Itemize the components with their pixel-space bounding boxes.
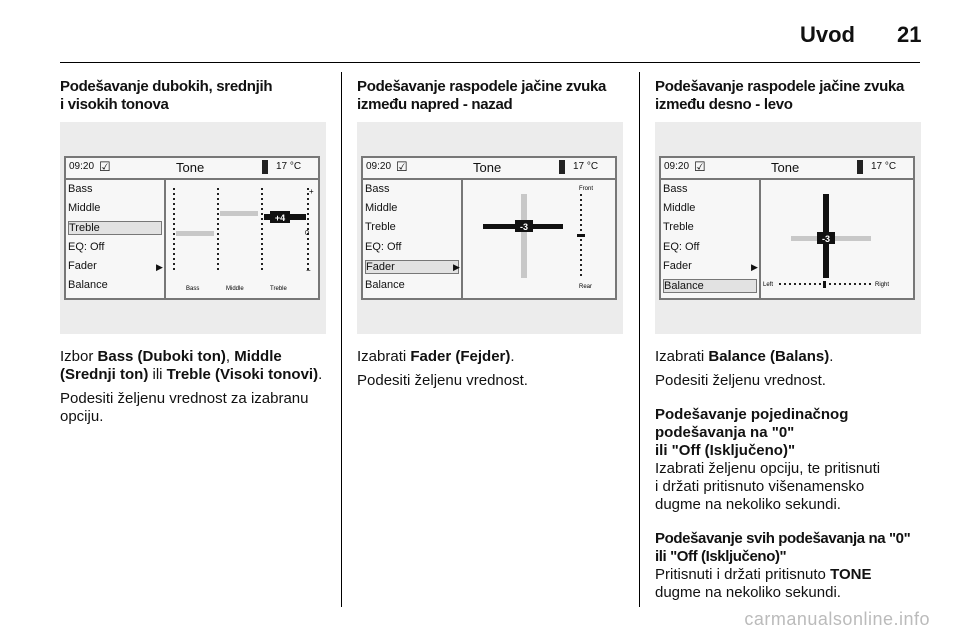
balance-graphic (761, 180, 913, 298)
reset-single-text: Izabrati željenu opciju, te pritisnuti i držati pritisnuto višenamensko dugme na nekoliko sekundi. (655, 460, 881, 513)
menu-item-eq: EQ: Off (68, 241, 105, 253)
check-icon: ☑ (99, 159, 111, 174)
column-tone (60, 78, 326, 114)
bar-label-middle: Middle (226, 286, 244, 292)
temperature: 17 °C (871, 161, 897, 172)
menu-item-fader: Fader (68, 260, 97, 272)
arrow-right-icon: ▶ (751, 262, 758, 272)
status-bar (363, 158, 615, 180)
equalizer-bars (166, 180, 318, 298)
check-icon: ☑ (396, 159, 408, 174)
temperature: 17 °C (276, 161, 302, 172)
column-balance (655, 78, 921, 114)
reset-all-text: Pritisnuti i držati pritisnuto TONE dugme na nekoliko sekundi. (655, 566, 872, 601)
menu-item-balance: Balance (663, 279, 757, 293)
menu-item-middle: Middle (663, 202, 696, 214)
tone-menu (661, 180, 761, 298)
scale-plus: + (309, 187, 314, 196)
label-rear: Rear (579, 284, 593, 290)
menu-item-bass: Bass (365, 183, 390, 195)
section-heading-balance: Podešavanje raspodele jačine zvuka između desno - levo (655, 78, 905, 113)
equalizer-graphic (166, 180, 318, 298)
clock-time: 09:20 (366, 161, 392, 172)
screen-title: Tone (473, 160, 502, 175)
menu-item-fader: Fader (663, 260, 692, 272)
screen-title: Tone (771, 160, 800, 175)
fader-graphic (463, 180, 615, 298)
menu-item-treble: Treble (365, 221, 396, 233)
reset-single-heading: Podešavanje pojedinačnog podešavanja na "0" ili "Off (Isključeno)" (655, 406, 849, 459)
column-balance-body (655, 348, 921, 602)
menu-item-middle: Middle (68, 202, 101, 214)
scale-zero: 0 (305, 230, 309, 237)
fader-instruction: Izabrati Fader (Fejder). (357, 348, 515, 365)
section-heading-tone: Podešavanje dubokih, srednjih i visokih tonova (60, 78, 273, 113)
menu-item-treble: Treble (663, 221, 694, 233)
tone-instruction: Izbor Bass (Duboki ton), Middle (Srednji ton) ili Treble (Visoki tonovi). (60, 348, 323, 383)
scale-minus: − (306, 266, 311, 275)
balance-svg (761, 180, 913, 298)
column-fader-body (357, 348, 623, 390)
temperature: 17 °C (573, 161, 599, 172)
clock-time: 09:20 (664, 161, 690, 172)
menu-item-treble: Treble (68, 221, 162, 235)
label-left: Left (763, 282, 774, 288)
column-divider-2 (639, 72, 640, 607)
treble-value: +4 (274, 213, 286, 223)
tone-menu (363, 180, 463, 298)
menu-item-bass: Bass (68, 183, 93, 195)
menu-item-bass: Bass (663, 183, 688, 195)
status-bar (66, 158, 318, 180)
display-screen (659, 156, 915, 300)
tone-adjust-text: Podesiti željenu vrednost za izabranu opciju. (60, 390, 309, 425)
page-number: 21 (897, 22, 922, 47)
menu-item-fader: Fader (365, 260, 459, 274)
thermometer-icon (857, 160, 863, 174)
display-screen (361, 156, 617, 300)
fader-adjust-text: Podesiti željenu vrednost. (357, 372, 528, 389)
column-divider-1 (341, 72, 342, 607)
screen-title: Tone (176, 160, 205, 175)
middle-level (220, 211, 258, 216)
tone-menu (66, 180, 166, 298)
balance-adjust-text: Podesiti željenu vrednost. (655, 372, 826, 389)
menu-item-eq: EQ: Off (663, 241, 700, 253)
watermark: carmanualsonline.info (744, 609, 930, 629)
tone-screen-image (60, 122, 326, 334)
bar-label-bass: Bass (186, 286, 200, 292)
column-fader (357, 78, 623, 114)
menu-item-middle: Middle (365, 202, 398, 214)
section-heading-fader: Podešavanje raspodele jačine zvuka između napred - nazad (357, 78, 607, 113)
balance-instruction: Izabrati Balance (Balans). (655, 348, 834, 365)
label-front: Front (579, 186, 594, 192)
check-icon: ☑ (694, 159, 706, 174)
bar-label-treble: Treble (270, 286, 287, 292)
arrow-right-icon: ▶ (453, 262, 460, 272)
balance-screen-image (655, 122, 921, 334)
menu-item-balance: Balance (365, 279, 405, 291)
arrow-right-icon: ▶ (156, 262, 163, 272)
fader-vertical-axis (521, 194, 527, 278)
thermometer-icon (262, 160, 268, 174)
page-title: Uvod (800, 22, 855, 47)
clock-time: 09:20 (69, 161, 95, 172)
fader-screen-image (357, 122, 623, 334)
fader-value: -3 (519, 222, 529, 232)
menu-item-eq: EQ: Off (365, 241, 402, 253)
balance-value: -3 (821, 234, 831, 244)
thermometer-icon (559, 160, 565, 174)
fader-svg (463, 180, 615, 298)
menu-item-balance: Balance (68, 279, 108, 291)
fader-scale-marker (577, 234, 585, 237)
reset-all-heading: Podešavanje svih podešavanja na "0" ili "Off (Isključeno)" (655, 530, 911, 565)
bass-level (176, 231, 214, 236)
column-tone-body (60, 348, 326, 426)
header-divider (60, 62, 920, 63)
label-right: Right (875, 282, 890, 288)
status-bar (661, 158, 913, 180)
display-screen (64, 156, 320, 300)
balance-scale-marker (823, 281, 826, 288)
